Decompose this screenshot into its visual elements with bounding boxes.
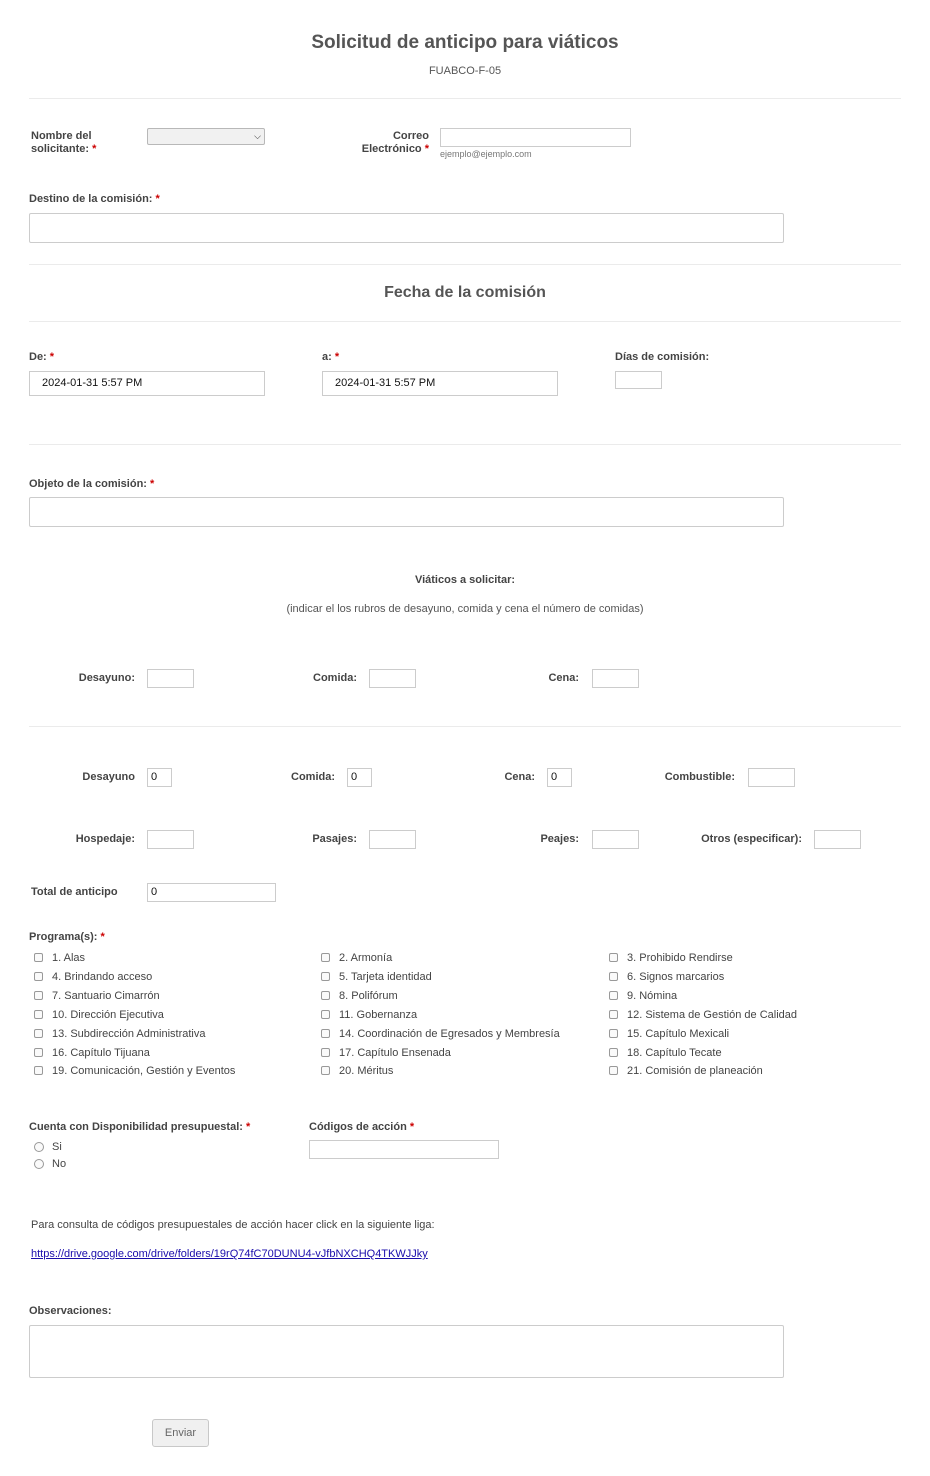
programa-label: 2. Armonía [339,952,393,964]
monto-desayuno-label: Desayuno [82,771,135,783]
codigos-label: Códigos de acción * [309,1121,415,1133]
objeto-textarea[interactable] [29,497,784,527]
programa-label: 9. Nómina [627,990,678,1002]
form-title: Solicitud de anticipo para viáticos [311,32,619,53]
radio-no-label: No [52,1158,67,1170]
objeto-label: Objeto de la comisión: * [29,478,155,490]
viaticos-cena-label: Cena: [548,672,579,684]
programa-checkbox[interactable] [321,1066,330,1075]
programa-checkbox[interactable] [609,1066,618,1075]
programa-checkbox[interactable] [609,991,618,1000]
total-input[interactable]: 0 [147,883,276,902]
email-hint: ejemplo@ejemplo.com [440,149,532,159]
fecha-a-input[interactable]: 2024-01-31 5:57 PM [322,371,558,396]
observaciones-label: Observaciones: [29,1305,112,1317]
programas-label: Programa(s): * [29,931,105,943]
divider [29,321,901,322]
otros-input[interactable] [814,830,861,849]
programa-label: 18. Capítulo Tecate [627,1047,722,1059]
section-title-fecha: Fecha de la comisión [384,284,546,301]
viaticos-cena-input[interactable] [592,669,639,688]
programa-checkbox[interactable] [609,1010,618,1019]
divider [29,264,901,265]
programa-label: 14. Coordinación de Egresados y Membresía [339,1028,560,1040]
programa-label: 4. Brindando acceso [52,971,153,983]
programa-label: 17. Capítulo Ensenada [339,1047,451,1059]
programa-label: 13. Subdirección Administrativa [52,1028,206,1040]
programa-label: 20. Méritus [339,1065,394,1077]
programa-label: 11. Gobernanza [339,1009,418,1021]
pasajes-label: Pasajes: [312,833,357,845]
programa-label: 8. Polifórum [339,990,398,1002]
fecha-de-input[interactable]: 2024-01-31 5:57 PM [29,371,265,396]
divider [29,98,901,99]
hospedaje-input[interactable] [147,830,194,849]
programa-label: 16. Capítulo Tijuana [52,1047,150,1059]
radio-no[interactable] [34,1159,44,1169]
codigos-link[interactable]: https://drive.google.com/drive/folders/19rQ74fC70DUNU4-vJfbNXCHQ4TKWJJky [31,1248,428,1260]
viaticos-desayuno-label: Desayuno: [78,672,135,684]
submit-button[interactable]: Enviar [152,1419,209,1447]
programa-checkbox[interactable] [609,1048,618,1057]
programa-checkbox[interactable] [321,991,330,1000]
viaticos-desayuno-input[interactable] [147,669,194,688]
combustible-input[interactable] [748,768,795,787]
programa-checkbox[interactable] [34,991,43,1000]
monto-cena-input[interactable]: 0 [547,768,572,787]
programa-checkbox[interactable] [34,972,43,981]
programa-checkbox[interactable] [34,1029,43,1038]
consulta-text: Para consulta de códigos presupuestales de acción hacer click en la siguiente liga: [31,1219,435,1231]
programa-checkbox[interactable] [34,1010,43,1019]
dias-label: Días de comisión: [615,351,710,363]
programa-checkbox[interactable] [321,1010,330,1019]
monto-desayuno-input[interactable]: 0 [147,768,172,787]
programa-label: 7. Santuario Cimarrón [52,990,160,1002]
codigos-input[interactable] [309,1140,499,1159]
email-field[interactable] [440,128,631,147]
peajes-label: Peajes: [540,833,579,845]
dias-input[interactable] [615,371,662,389]
form-code: FUABCO-F-05 [428,65,502,77]
chevron-down-icon: ⌵ [254,131,261,141]
radio-si-label: Si [52,1141,62,1153]
monto-comida-input[interactable]: 0 [347,768,372,787]
observaciones-textarea[interactable] [29,1325,784,1378]
programa-checkbox[interactable] [609,1029,618,1038]
monto-cena-label: Cena: [504,771,535,783]
programa-checkbox[interactable] [34,953,43,962]
viaticos-comida-input[interactable] [369,669,416,688]
divider [29,444,901,445]
disponibilidad-label: Cuenta con Disponibilidad presupuestal: * [29,1121,251,1133]
programa-label: 19. Comunicación, Gestión y Eventos [52,1065,236,1077]
radio-si[interactable] [34,1142,44,1152]
programa-label: 6. Signos marcarios [627,971,725,983]
fecha-a-label: a: * [322,351,340,363]
pasajes-input[interactable] [369,830,416,849]
hospedaje-label: Hospedaje: [75,833,135,845]
otros-label: Otros (especificar): [701,833,802,845]
programa-label: 1. Alas [52,952,86,964]
monto-comida-label: Comida: [291,771,335,783]
viaticos-comida-label: Comida: [313,672,357,684]
programa-checkbox[interactable] [609,953,618,962]
solicitante-select[interactable] [147,128,265,145]
solicitante-label: Nombre del solicitante: * [31,130,97,155]
destino-textarea[interactable] [29,213,784,243]
programa-checkbox[interactable] [34,1066,43,1075]
programa-checkbox[interactable] [321,1029,330,1038]
programa-checkbox[interactable] [321,1048,330,1057]
programa-label: 21. Comisión de planeación [627,1065,763,1077]
programa-checkbox[interactable] [321,953,330,962]
programa-checkbox[interactable] [34,1048,43,1057]
destino-label: Destino de la comisión: * [29,193,160,205]
programa-label: 10. Dirección Ejecutiva [52,1009,164,1021]
combustible-label: Combustible: [664,771,735,783]
fecha-de-label: De: * [29,351,55,363]
programa-label: 3. Prohibido Rendirse [627,952,733,964]
total-label: Total de anticipo [31,886,118,898]
programa-checkbox[interactable] [321,972,330,981]
viaticos-title: Viáticos a solicitar: [414,574,516,586]
programa-label: 15. Capítulo Mexicali [627,1028,730,1040]
programa-label: 12. Sistema de Gestión de Calidad [627,1009,797,1021]
programa-label: 5. Tarjeta identidad [339,971,432,983]
correo-label: Correo Electrónico * [361,130,429,155]
viaticos-note: (indicar el los rubros de desayuno, comida y cena el número de comidas) [286,603,644,615]
divider [29,726,901,727]
peajes-input[interactable] [592,830,639,849]
programa-checkbox[interactable] [609,972,618,981]
